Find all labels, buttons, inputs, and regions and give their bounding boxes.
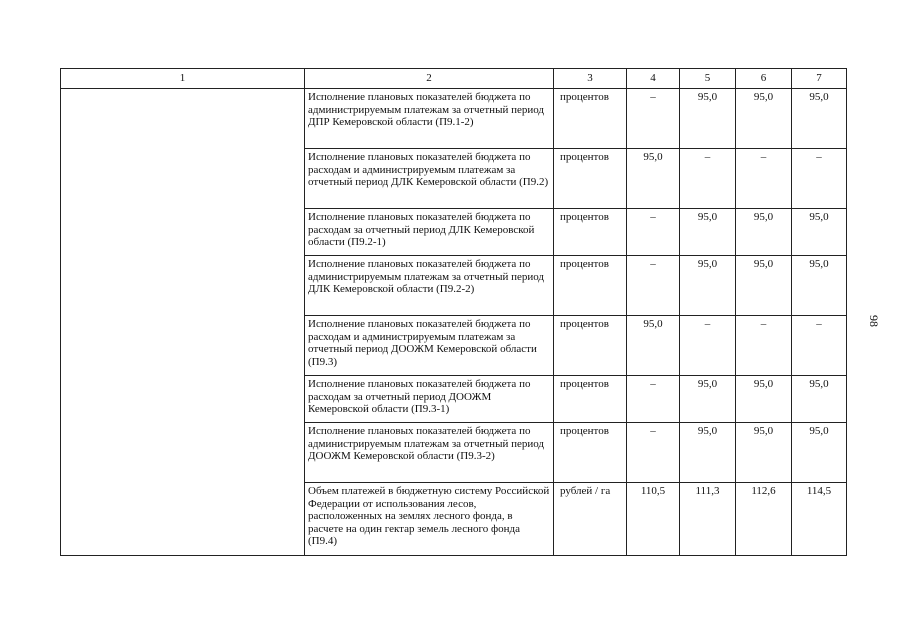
value-col-7: 95,0 [792,89,847,149]
value-col-4: – [627,256,680,316]
indicator-name: Исполнение плановых показателей бюджета по расходам за отчетный период ДЛК Кемеровской области (П9.2-1) [305,209,554,256]
indicator-name: Исполнение плановых показателей бюджета по администрируемым платежам за отчетный период ДЛК Кемеровской области (П9.2-2) [305,256,554,316]
value-col-7: – [792,149,847,209]
indicator-name: Объем платежей в бюджетную систему Российской Федерации от использования лесов, расположенных на землях лесного фонда, в расчете на один гектар земель лесного фонда (П9.4) [305,483,554,556]
indicator-name: Исполнение плановых показателей бюджета по администрируемым платежам за отчетный период ДПР Кемеровской области (П9.1-2) [305,89,554,149]
value-col-6: 95,0 [736,256,792,316]
unit-cell: процентов [554,209,627,256]
unit-cell: процентов [554,256,627,316]
indicator-name: Исполнение плановых показателей бюджета по расходам за отчетный период ДООЖМ Кемеровской области (П9.3-1) [305,376,554,423]
value-col-5: 95,0 [680,376,736,423]
value-col-4: – [627,89,680,149]
value-col-7: 114,5 [792,483,847,556]
value-col-5: 95,0 [680,89,736,149]
unit-cell: процентов [554,376,627,423]
value-col-5: – [680,316,736,376]
page-number: 98 [867,315,881,327]
empty-group-cell [61,89,305,556]
value-col-7: 95,0 [792,209,847,256]
value-col-4: 95,0 [627,316,680,376]
value-col-5: 95,0 [680,209,736,256]
table-row [61,89,847,149]
value-col-5: – [680,149,736,209]
value-col-4: – [627,209,680,256]
unit-cell: процентов [554,316,627,376]
header-col-4: 4 [627,69,680,89]
value-col-6: 95,0 [736,89,792,149]
unit-cell: процентов [554,149,627,209]
header-col-7: 7 [792,69,847,89]
table-header-row [61,69,847,89]
indicator-name: Исполнение плановых показателей бюджета по расходам и администрируемым платежам за отчетный период ДЛК Кемеровской области (П9.2) [305,149,554,209]
value-col-4: – [627,376,680,423]
value-col-5: 95,0 [680,423,736,483]
header-col-1: 1 [61,69,305,89]
value-col-7: 95,0 [792,376,847,423]
value-col-5: 111,3 [680,483,736,556]
indicator-name: Исполнение плановых показателей бюджета по расходам и администрируемым платежам за отчетный период ДООЖМ Кемеровской области (П9.3) [305,316,554,376]
value-col-7: – [792,316,847,376]
unit-cell: процентов [554,89,627,149]
unit-cell: рублей / га [554,483,627,556]
value-col-4: 95,0 [627,149,680,209]
indicator-name: Исполнение плановых показателей бюджета по администрируемым платежам за отчетный период ДООЖМ Кемеровской области (П9.3-2) [305,423,554,483]
indicators-table [60,68,847,556]
header-col-6: 6 [736,69,792,89]
value-col-6: 95,0 [736,376,792,423]
value-col-6: 112,6 [736,483,792,556]
value-col-6: 95,0 [736,209,792,256]
value-col-7: 95,0 [792,423,847,483]
header-col-2: 2 [305,69,554,89]
value-col-5: 95,0 [680,256,736,316]
value-col-4: 110,5 [627,483,680,556]
unit-cell: процентов [554,423,627,483]
header-col-5: 5 [680,69,736,89]
value-col-7: 95,0 [792,256,847,316]
value-col-6: – [736,149,792,209]
value-col-4: – [627,423,680,483]
value-col-6: – [736,316,792,376]
header-col-3: 3 [554,69,627,89]
value-col-6: 95,0 [736,423,792,483]
